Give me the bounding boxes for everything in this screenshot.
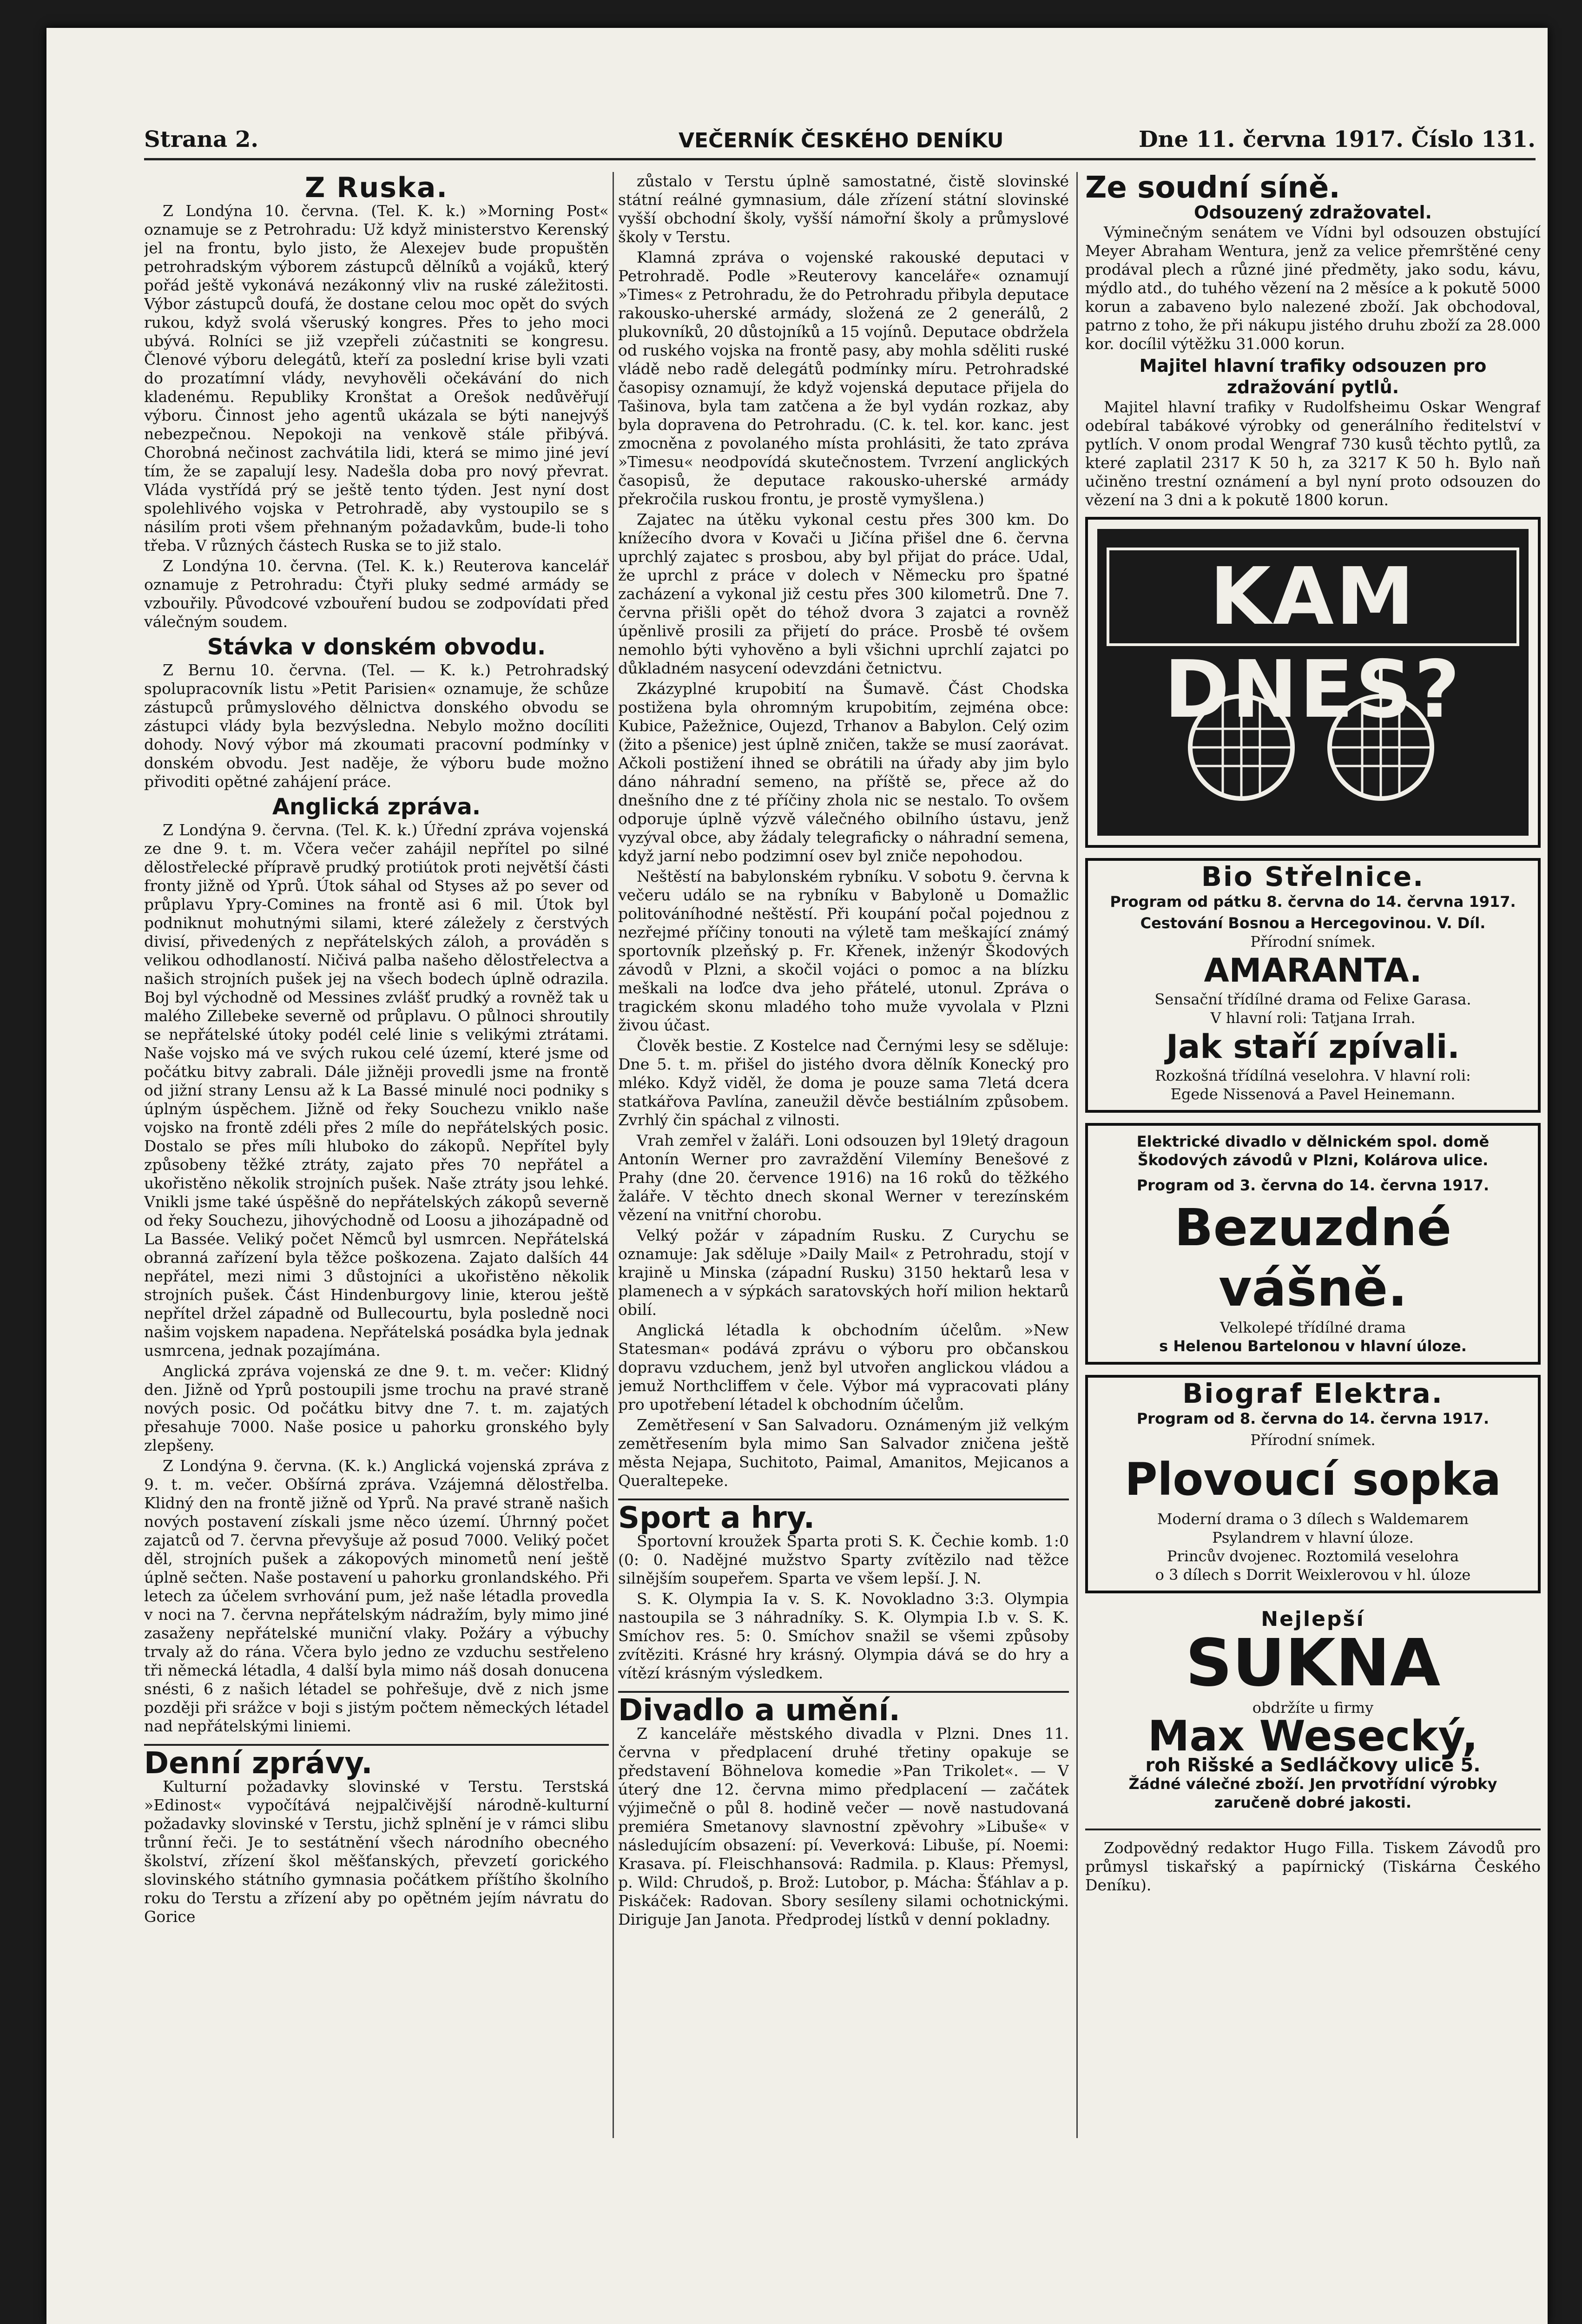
subheading: Majitel hlavní trafiky odsouzen pro zdražování pytlů.: [1139, 356, 1487, 397]
issue-date: Dne 11. června 1917. Číslo 131.: [1139, 126, 1536, 152]
film-listing: Přírodní snímek.: [1250, 933, 1376, 951]
article-paragraph: Z Londýna 9. června. (Tel. K. k.) Úřední zpráva vojenská ze dne 9. t. m. Včera večer zahájil nepřítel po silné dělostřelecké přípravě prudký protiútok proti největší části fronty jižně od Yprů. Útok sáhal od Styses až po sever od průplavu Ypry-Comines na frontě asi 6 mil. Útok byl podniknut mohutnými silami, které záležely z čerstvých divisí, přivedených z nepřátelských záloh, a prováděn s velikou odhodlaností. Ničivá palba našeho dělostřelectva a našich strojních pušek jej na všech bodech úplně odrazila. Boj byl východně od Messines zvlášť prudký a rovněž tak u malého Zillebeke severně od průplavu. O půlnoci shroutily se nepřátelské útoky podél celé linie s velikými ztrátami. Naše vojsko má ve svých rukou celé území, které jsme od počátku bitvy zabrali. Dále jižněji provedli jsme na frontě od jižní strany Lensu až k La Bassé minulé noci podniky s úplným úspěchem. Jižně od řeky Souchezu vniklo naše vojsko na frontě zdéli přes 2 míle do nepřátelských posic. Dostalo se přes míli hluboko do zákopů. Nepřítel byly způsobeny těžké ztráty, zajato přes 70 nepřátel a ukořistěno několik strojních pušek. Naše ztráty jsou lehké. Vnikli jsme také úspěšně do nepřátelských zákopů severně od řeky Souchezu, jihovýchodně od Loosu a jihozápadně od La Bassée. Veliký počet Němců byl usmrcen. Nepřátelská obranná zařízení byla těžce poškozena. Zajato dalších 44 nepřátel, mezi nimi 3 důstojníci a ukořistěno několik strojních pušek. Část Hindenburgovy linie, kterou ještě nepřítel držel západně od Bullecourtu, byla posledně noci našim vojskem napadena. Nepřátelská posádka byla jednak usmrcena, jednak pozajímána.: [144, 821, 609, 1360]
article-paragraph: Zemětřesení v San Salvadoru. Oznámeným již velkým zemětřesením byla mimo San Salvador zničena ještě města Nejapa, Suchitoto, Paimal, Amanitos, Mejicanos a Queraltepeke.: [618, 1416, 1069, 1490]
page-number: Strana 2.: [144, 126, 259, 152]
divider: [1085, 1829, 1541, 1830]
section-heading: Divadlo a umění.: [618, 1693, 900, 1728]
film-title: Plovoucí sopka: [1125, 1453, 1501, 1505]
imprint: Zodpovědný redaktor Hugo Filla. Tiskem Závodů pro průmysl tiskařský a papírnický (Tiskárna Českého Deníku).: [1085, 1839, 1541, 1894]
article-paragraph: Neštěstí na babylonském rybníku. V sobotu 9. června k večeru událo se na rybníku v Babyloně u Domažlic politováníhodné neštěstí. Při koupání počal pojednou z nezřejmé příčiny tonouti na výletě tam meškající známý sportovník plzeňský p. Fr. Křenek, inženýr Škodových závodů v Plzni, a skočil vojáci o pomoc a na blízku meškali na loďce dva jeho přátelé, utonul. Zpráva o tragickém skonu mladého toho muže vyvolala v Plzni živou účast.: [618, 867, 1069, 1034]
article-paragraph: S. K. Olympia Ia v. S. K. Novokladno 3:3. Olympia nastoupila se 3 náhradníky. S. K. Olympia I.b v. S. K. Smíchov res. 5: 0. Smíchov snažil se všemi způsoby zvítěziti. Krásné hry krásný. Olympia dává se do hry a vítězí krásným výsledkem.: [618, 1590, 1069, 1682]
article-paragraph: Velký požár v západním Rusku. Z Curychu se oznamuje: Jak sděluje »Daily Mail« z Petrohradu, stojí v krajině u Minska (západní Rusku) 3150 hektarů lesa v plamenech a v sýpkách saratovských hoří milion hektarů obilí.: [618, 1226, 1069, 1319]
film-listing: Princův dvojenec. Roztomilá veselohra: [1167, 1547, 1459, 1565]
article-paragraph: Z kanceláře městského divadla v Plzni. Dnes 11. června v předplacení druhé třetiny opakuje se představení Böhnelova komedie »Pan Trikolet«. — V úterý dne 12. června mimo předplacení — začátek výjimečně o půl 8. hodině večer — nově nastudovaná premiéra Smetanovy slavnostní zpěvohry »Libuše« v následujícím obsazení: pí. Veverková: Libuše, pí. Noemi: Krasava. pí. Fleischhansová: Radmila. p. Klaus: Přemysl, p. Wild: Chrudoš, p. Brož: Lutobor, p. Mácha: Šťáhlav a p. Piskáček: Radovan. Sbory sesíleny silami ochotnickými. Diriguje Jan Janota. Předprodej lístků v denní pokladny.: [618, 1724, 1069, 1928]
divider: [618, 1499, 1069, 1500]
film-listing: Moderní drama o 3 dílech s Waldemarem: [1157, 1510, 1469, 1528]
banner-title: KAM DNES?: [1107, 548, 1519, 646]
section-heading: Denní zprávy.: [144, 1746, 373, 1781]
article-paragraph: Výminečným senátem ve Vídni byl odsouzen obstující Meyer Abraham Wentura, jenž za velice přemrštěné ceny prodával plech a různé jiné předměty, jako sodu, kávu, mýdlo atd., do tuhého vězení na 2 měsíce a k pokutě 5000 korun a zabaveno bylo nalezené zboží. Jak obchodoval, patrno z toho, že při nákupu jistého druhu zboží za 28.000 kor. docílil výtěžku 31.000 korun.: [1085, 223, 1541, 353]
cinema-name: Biograf Elektra.: [1182, 1378, 1444, 1409]
section-heading: Anglická zpráva.: [272, 794, 481, 820]
cinema-name: Bio Střelnice.: [1201, 861, 1425, 892]
ad-line: obdržíte u firmy: [1252, 1699, 1374, 1717]
textile-ad: [1085, 1604, 1541, 1818]
column-3: [1085, 172, 1541, 2152]
article-paragraph: Z Londýna 9. června. (K. k.) Anglická vojenská zpráva z 9. t. m. večer. Obšírná zpráva. Vzájemná dělostřelba. Klidný den na frontě jižně od Yprů. Na pravé straně našich nových postavení získali jsme něco území. Úhrnný počet zajatců od 7. června převyšuje až posud 7000. Veliký počet děl, strojních pušek a zákopových minometů není ještě úplně sečten. Naše postavení u pahorku gronlandského. Při letech za účelem svrhování pum, jež naše létadla provedla v noci na 7. června nepřátelským nádražím, byly mimo jiné zasaženy nepřátelské muniční vlaky. Požáry a výbuchy trvaly až do rána. Včera bylo jedno ze vzduchu sestřeleno tři německá létadla, 4 další byla mimo náš dosah donucena snésti, 6 z našich létadel se pohřešuje, dvě z nich jsme později při srážce v boji s jistým počtem německých létadel nad nepřátelskými liniemi.: [144, 1457, 609, 1735]
cinema-ad-bio-strelnice: [1085, 858, 1541, 1113]
page-header: [144, 107, 1536, 160]
film-listing: Sensační třídílné drama od Felixe Garasa.: [1154, 990, 1471, 1008]
film-listing: o 3 dílech s Dorrit Weixlerovou v hl. úloze: [1155, 1566, 1471, 1584]
film-listing: Přírodní snímek.: [1250, 1431, 1376, 1449]
column-divider: [613, 172, 614, 2138]
film-title: Bezuzdné: [1174, 1198, 1452, 1257]
article-paragraph: Klamná zpráva o vojenské rakouské deputaci v Petrohradě. Podle »Reuterovy kanceláře« oznamují »Times« z Petrohradu, že do Petrohradu přibyla deputace rakousko-uherské armády, složená ze 2 generálů, 2 plukovníků, 20 důstojníků a 15 vojínů. Deputace obdržela od ruského vojska na frontě pasy, aby mohla sděliti ruské vládě nebo radě delegátů podmínky míru. Petrohradské časopisy oznamují, že když vojenská deputace přijela do Tašinova, byla tam zatčena a že byl vydán rozkaz, aby byla dopravena do Petrohradu. (C. k. tel. kor. kanc. jest zmocněna z povolaného místa prohlásiti, že tato zpráva »Timesu« neodpovídá skutečnostem. Tvrzení anglických časopisů, že deputace rakousko-uherské armády překročila ruskou frontu, je prostě vymyšlena.): [618, 248, 1069, 508]
article-paragraph: Sportovní kroužek Sparta proti S. K. Čechie komb. 1:0 (0: 0. Nadějné mužstvo Sparty zvítězilo nad těžce silnějším soupeřem. Sparta ve všem lepší. J. N.: [618, 1532, 1069, 1587]
ad-line: Žádné válečné zboží. Jen prvotřídní výrobky zaručeně dobré jakosti.: [1128, 1775, 1497, 1811]
film-title: vášně.: [1218, 1258, 1408, 1318]
column-1: [144, 172, 609, 2152]
article-paragraph: Z Londýna 10. června. (Tel. K. k.) »Morning Post« oznamuje se z Petrohradu: Už když ministerstvo Kerenský jel na frontu, bylo jisto, že Alexejev bude propuštěn petrohradským výborem zástupců dělníků a vojáků, který pořád ještě vykonává nezákonný vliv na ruské záležitosti. Výbor zástupců doufá, že dostane celou moc opět do svých rukou, když svolá všeruský kongres. Přes to jeho moci ubývá. Rolníci se již vzepřeli zúčastniti se kongresu. Členové výboru delegátů, kteří za poslední krise byli vzati do prozatímní vlády, nevyhověli očekávání do nich kladenému. Republiky Kronštat a Orešok nedůvěřují výboru. Činnost jeho agentů ukázala se býti nanejvýš nebezpečnou. Nepokoji na venkově stále přibývá. Chorobná nečinost zachvátila lidi, která se mimo jiné jeví tím, že se zapalují lesy. Nadešla doba pro nový převrat. Vláda vystřídá prý se ještě tento týden. Jest nyní dost spolehlivého vojska v Petrohradě, aby vystoupilo se s násilím proti všem přehnaným požadavkům, bude-li toho třeba. V různých částech Ruska se to již stalo.: [144, 202, 609, 555]
film-listing: Velkolepé třídílné drama: [1219, 1319, 1406, 1336]
cinema-ad-biograf-elektra: [1085, 1375, 1541, 1593]
article-paragraph: Anglická zpráva vojenská ze dne 9. t. m. večer: Klidný den. Jižně od Yprů postoupili jsme trochu na pravé straně nových posic. Od počátku bitvy dne 7. t. m. zajatých přesahuje 7000. Naše posice u pahorku gronského byly zlepšeny.: [144, 1362, 609, 1454]
article-paragraph: Zkázyplné krupobití na Šumavě. Část Chodska postižena byla ohromným krupobitím, zejména obce: Kubice, Pažežnice, Oujezd, Trhanov a Babylon. Celý ozim (žito a pšenice) jest úplně zničen, takže se musí zaorávat. Ačkoli postižení ihned se obrátili na úřady aby jim bylo dáno náhradní semeno, na příště se, přece až do dnešního dne z té příčiny zhola nic se nestalo. To ovšem odporuje úplně výzvě válečného obilního ústavu, jenž vyzýval obce, aby žádaly telegraficky o náhradní semena, když jarní nebo podzimní osev byl zniče nepohodou.: [618, 680, 1069, 865]
divider: [144, 1744, 609, 1746]
ad-merchant: Max Wesecký,: [1147, 1712, 1478, 1761]
film-listing: Egede Nissenová a Pavel Heinemann.: [1170, 1085, 1456, 1103]
program-dates: Program od 3. června do 14. června 1917.: [1136, 1176, 1490, 1194]
film-listing: Cestování Bosnou a Hercegovinou. V. Díl.: [1140, 914, 1486, 932]
section-heading: Ze soudní síně.: [1085, 172, 1340, 205]
subheading: Odsouzený zdražovatel.: [1194, 202, 1432, 223]
film-listing: Psylandrem v hlavní úloze.: [1212, 1529, 1414, 1546]
article-paragraph: Kulturní požadavky slovinské v Terstu. Terstská »Edinost« vypočítává nejpalčivější národně-kulturní požadavky slovinské v Terstu, jichž splnění je v rámci slibu trůnní řeči. Je to sestátnění všech národního obecného školství, zřízení škol měšťanských, převzetí gorického slovinského státního gymnasia počátkem příštího školního roku do Terstu a zřízení aby po opětném jejím návratu do Gorice: [144, 1777, 609, 1926]
film-listing: Rozkošná třídílná veselohra. V hlavní roli:: [1155, 1067, 1471, 1084]
ad-line: Nejlepší: [1261, 1607, 1365, 1631]
article-paragraph: Z Bernu 10. června. (Tel. — K. k.) Petrohradský spolupracovník listu »Petit Parisien« oznamuje, že schůze zástupců průmyslového dělnictva donského obvodu se zástupci vlády byla bezvýsledna. Nebylo možno docíliti dohody. Nový výbor má zkoumati pracovní podmínky v donském obvodu. Jest naděje, že výboru bude možno přivoditi opětné zahájení práce.: [144, 661, 609, 791]
section-heading: Sport a hry.: [618, 1501, 815, 1535]
article-paragraph: Zajatec na útěku vykonal cestu přes 300 km. Do knížecího dvora v Kovači u Jičína přišel dne 6. června uprchlý zajatec s prosbou, aby byl přijat do práce. Udal, že uprchl z práce v dolech v Německu pro špatné zacházení a vykonal již cestu přes 300 kilometrů. Dne 7. června přišli opět do téhož dvora 3 zajatci a rovněž úpěnlivě prosili za přijetí do práce. Prosbě té ovšem nemohlo býti vyhověno a byli všichni uprchlí zajatci po důkladném nasycení odevzdáni četnictvu.: [618, 510, 1069, 677]
kam-dnes-banner: [1085, 517, 1541, 848]
column-divider: [1076, 172, 1078, 2138]
ad-headline: SUKNA: [1185, 1625, 1441, 1701]
ad-address: roh Rišské a Sedláčkovy ulice 5.: [1145, 1755, 1481, 1776]
cinema-ad-elektricke-divadlo: [1085, 1123, 1541, 1365]
article-paragraph: Anglická létadla k obchodním účelům. »New Statesman« podává zprávu o výboru pro občanskou dopravu vzduchem, jenž byl utvořen anglickou vládou a jemuž Northcliffem v čele. Výbor má vypracovati plány pro upotřebení létadel k obchodním účelům.: [618, 1321, 1069, 1413]
newspaper-title: VEČERNÍK ČESKÉHO DENÍKU: [679, 129, 1004, 152]
section-heading: Z Ruska.: [304, 172, 448, 204]
divider: [618, 1691, 1069, 1693]
article-paragraph: Z Londýna 10. června. (Tel. K. k.) Reuterova kancelář oznamuje z Petrohradu: Čtyři pluky sedmé armády se vzbouřily. Původcové vzbouření budou se zodpovídati před válečným soudem.: [144, 557, 609, 631]
film-title: Jak staří zpívali.: [1166, 1028, 1460, 1066]
column-2: [618, 172, 1069, 2152]
section-heading: Stávka v donském obvodu.: [207, 634, 546, 660]
film-listing: s Helenou Bartelonou v hlavní úloze.: [1159, 1337, 1467, 1355]
film-title: AMARANTA.: [1204, 951, 1422, 990]
article-paragraph: zůstalo v Terstu úplně samostatné, čistě slovinské státní reálné gymnasium, dále zřízení státní slovinské vyšší obchodní školy, vyšší námořní školy a průmyslové školy v Terstu.: [618, 172, 1069, 246]
article-paragraph: Člověk bestie. Z Kostelce nad Černými lesy se sděluje: Dne 5. t. m. přišel do jistého dvora dělník Konecký pro mléko. Když viděl, že doma je pouze sama 7letá dcera statkářova Pavlína, zaneužil děvče bestiálním způsobem. Zvrhlý čin spáchal z vilnosti.: [618, 1037, 1069, 1129]
article-paragraph: Majitel hlavní trafiky v Rudolfsheimu Oskar Wengraf odebíral tabákové výrobky od generálního ředitelství v pytlích. V onom prodal Wengraf 730 kusů těchto pytlů, za které zaplatil 2317 K 50 h, za 3217 K 50 h. Bylo naň učiněno trestní oznámení a byl nyní proto odsouzen do vězení na 3 dni a k pokutě 1800 korun.: [1085, 398, 1541, 509]
article-paragraph: Vrah zemřel v žaláři. Loni odsouzen byl 19letý dragoun Antonín Werner pro zavraždění Vilemíny Benešové z Prahy (dne 20. července 1916) na 16 roků do těžkého žaláře. V těchto dnech skonal Werner v terezínském vězení na vnitřní chorobu.: [618, 1131, 1069, 1224]
program-dates: Program od 8. června do 14. června 1917.: [1136, 1410, 1490, 1427]
cinema-name: Elektrické divadlo v dělnickém spol. domě Škodových závodů v Plzni, Kolárova ulice.: [1136, 1133, 1490, 1169]
program-dates: Program od pátku 8. června do 14. června 1917.: [1110, 893, 1516, 911]
lantern-illustration: [1125, 659, 1497, 826]
film-listing: V hlavní roli: Tatjana Irrah.: [1210, 1009, 1416, 1027]
